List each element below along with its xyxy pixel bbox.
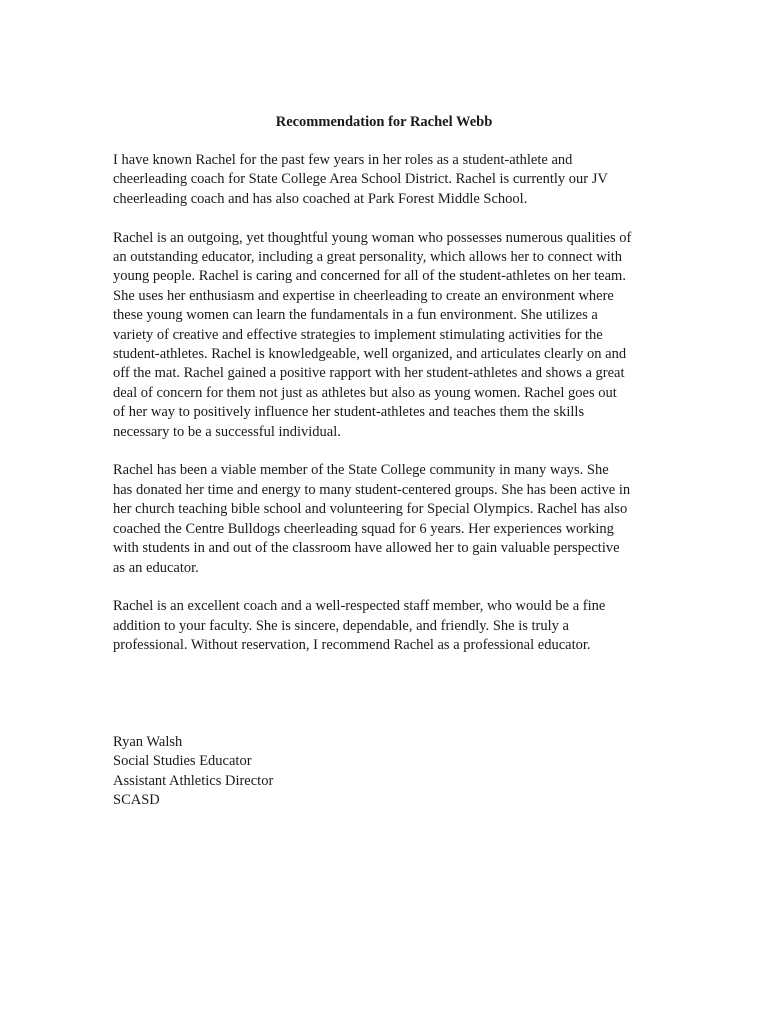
signer-role-educator: Social Studies Educator	[113, 753, 252, 770]
paragraph-qualities: Rachel is an outgoing, yet thoughtful young woman who possesses numerous qualities of an outstanding educator, including a great personality, which allows her to connect with young people. Rachel is caring and concerned for all of the student-athletes on her team. She uses her enthusiasm and expertise in cheerleading to create an environment where these young women can learn the fundamentals in a fun environment. She utilizes a variety of creative and effective strategies to implement stimulating activities for the student-athletes. Rachel is knowledgeable, well organized, and articulates clearly on and off the mat. Rachel gained a positive rapport with her student-athletes and shows a great deal of concern for them not just as athletes but also as young women. Rachel goes out of her way to positively influence her student-athletes and teaches them the skills necessary to be a successful individual.	[113, 229, 632, 440]
letter-body	[113, 151, 663, 675]
paragraph-conclusion: Rachel is an excellent coach and a well-respected staff member, who would be a fine addition to your faculty. She is sincere, dependable, and friendly. She is truly a professional. Without reservation, I recommend Rachel as a professional educator.	[113, 598, 606, 654]
paragraph-community: Rachel has been a viable member of the State College community in many ways. She has donated her time and energy to many student-centered groups. She has been active in her church teaching bible school and volunteering for Special Olympics. Rachel has also coached the Centre Bulldogs cheerleading squad for 6 years. Her experiences working with students in and out of the classroom have allowed her to gain valuable perspective as an educator.	[113, 462, 631, 576]
signer-name: Ryan Walsh	[113, 734, 183, 750]
signer-role-athletics: Assistant Athletics Director	[113, 772, 274, 789]
document-title: Recommendation for Rachel Webb	[275, 114, 493, 130]
paragraph-intro: I have known Rachel for the past few years in her roles as a student-athlete and cheerleading coach for State College Area School District. Rachel is currently our JV cheerleading coach and has also coached at Park Forest Middle School.	[113, 152, 608, 207]
signature-block	[113, 733, 273, 811]
signer-organization: SCASD	[113, 792, 160, 809]
